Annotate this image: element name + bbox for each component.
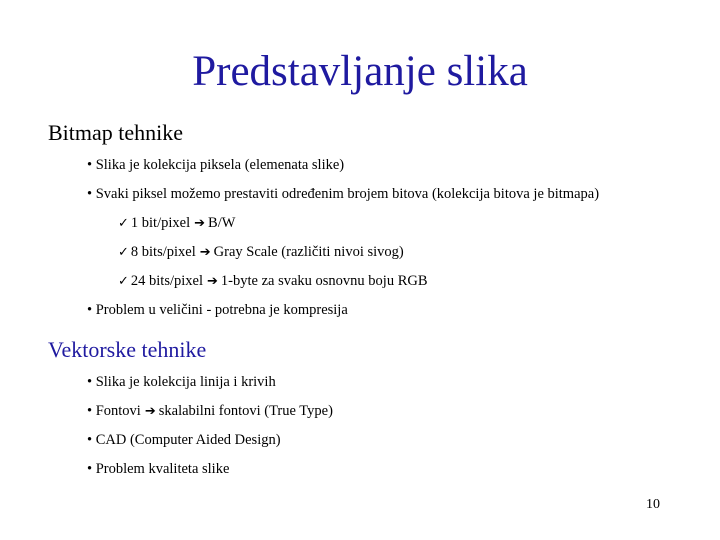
bit-depth-label: 24 bits/pixel — [130, 273, 204, 289]
bullet-item: • Svaki piksel možemo prestaviti određenim brojem bitova (kolekcija bitova je bitmapa) — [87, 186, 600, 202]
fonts-label: • Fontovi — [87, 403, 141, 419]
slide-title: Predstavljanje slika — [192, 48, 528, 95]
bit-depth-label: 8 bits/pixel — [130, 244, 196, 260]
arrow-right-icon: ➔ — [144, 404, 156, 419]
bullet-item: • Problem u veličini - potrebna je kompresija — [87, 302, 348, 318]
fonts-meaning: skalabilni fontovi (True Type) — [158, 403, 333, 419]
bullet-item: • Slika je kolekcija piksela (elemenata slike) — [87, 157, 345, 173]
section-heading-vector: Vektorske tehnike — [48, 337, 207, 362]
checkmark-icon: ✓ — [118, 216, 129, 231]
bit-depth-item — [118, 272, 428, 291]
bullet-item: • Slika je kolekcija linija i krivih — [87, 374, 276, 390]
bit-depth-item — [118, 243, 404, 262]
bit-depth-meaning: 1-byte za svaku osnovnu boju RGB — [220, 273, 428, 289]
bit-depth-item — [118, 214, 235, 233]
slide-number: 10 — [646, 497, 660, 512]
bit-depth-label: 1 bit/pixel — [130, 215, 191, 231]
bullet-item: • Problem kvaliteta slike — [87, 461, 230, 477]
bullet-item: • CAD (Computer Aided Design) — [87, 432, 281, 448]
section-heading-bitmap: Bitmap tehnike — [48, 120, 184, 145]
arrow-right-icon: ➔ — [199, 245, 211, 260]
checkmark-icon: ✓ — [118, 274, 129, 289]
fonts-bullet-item — [87, 402, 333, 421]
checkmark-icon: ✓ — [118, 245, 129, 260]
arrow-right-icon: ➔ — [194, 216, 206, 231]
arrow-right-icon: ➔ — [207, 274, 218, 289]
bit-depth-meaning: Gray Scale (različiti nivoi sivog) — [213, 244, 404, 260]
bit-depth-meaning: B/W — [208, 215, 236, 231]
